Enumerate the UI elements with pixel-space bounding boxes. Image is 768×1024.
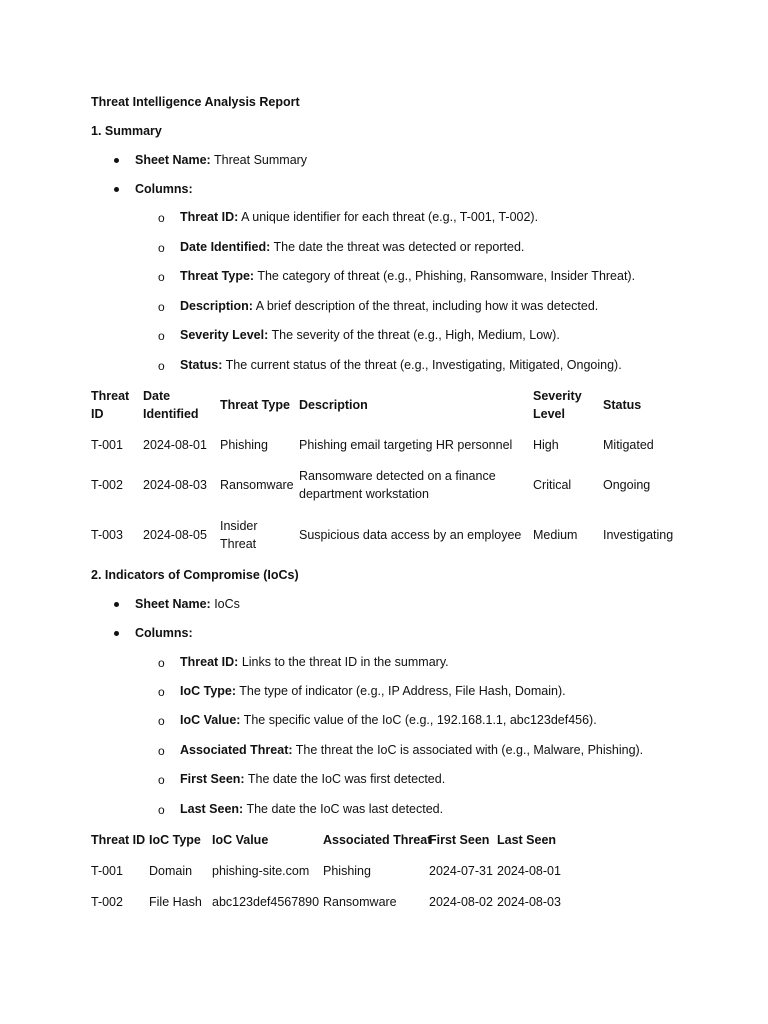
circle-bullet-icon: o xyxy=(158,329,165,343)
column-description: IoC Value: The specific value of the IoC (e.g., 192.168.1.1, abc123def456). xyxy=(180,713,597,727)
table-cell: Ransomware xyxy=(220,478,294,492)
table-cell: Investigating xyxy=(603,528,674,542)
table-cell: Phishing xyxy=(323,864,371,878)
column-description: Threat ID: A unique identifier for each threat (e.g., T-001, T-002). xyxy=(180,210,539,224)
circle-bullet-icon: o xyxy=(158,270,165,284)
table-cell: 2024-08-03 xyxy=(497,895,561,909)
table-header: Date Identified xyxy=(143,389,199,422)
section-2-heading: 2. Indicators of Compromise (IoCs) xyxy=(91,568,299,582)
sheet-name-item: Sheet Name: IoCs xyxy=(135,597,240,611)
table-header: Associated Threat xyxy=(323,833,432,847)
table-cell: Domain xyxy=(149,864,193,878)
column-description: Last Seen: The date the IoC was last detected. xyxy=(180,802,444,816)
table-cell: phishing-site.com xyxy=(212,864,310,878)
table-cell: T-001 xyxy=(91,438,123,452)
table-cell: 2024-08-03 xyxy=(143,478,207,492)
document-title: Threat Intelligence Analysis Report xyxy=(91,95,300,109)
bullet-dot-icon xyxy=(114,602,119,607)
table-cell: 2024-08-02 xyxy=(429,895,493,909)
circle-bullet-icon: o xyxy=(158,744,165,758)
column-description: Status: The current status of the threat (e.g., Investigating, Mitigated, Ongoing). xyxy=(180,358,622,372)
table-header: IoC Value xyxy=(212,833,269,847)
table-cell: abc123def4567890 xyxy=(212,895,320,909)
column-description: Date Identified: The date the threat was detected or reported. xyxy=(180,240,525,254)
bullet-dot-icon xyxy=(114,187,119,192)
bullet-dot-icon xyxy=(114,158,119,163)
table-cell: 2024-08-05 xyxy=(143,528,207,542)
table-cell: Ongoing xyxy=(603,478,651,492)
table-header: Threat Type xyxy=(220,398,290,412)
column-description: Threat Type: The category of threat (e.g., Phishing, Ransomware, Insider Threat). xyxy=(180,269,636,283)
table-cell: 2024-07-31 xyxy=(429,864,493,878)
table-cell: Suspicious data access by an employee xyxy=(299,528,522,542)
table-cell: Critical xyxy=(533,478,572,492)
column-description: Description: A brief description of the threat, including how it was detected. xyxy=(180,299,599,313)
section-1-heading: 1. Summary xyxy=(91,124,162,138)
table-header: Threat ID xyxy=(91,389,130,422)
table-cell: 2024-08-01 xyxy=(143,438,207,452)
table-cell: Phishing xyxy=(220,438,268,452)
circle-bullet-icon: o xyxy=(158,773,165,787)
table-cell: T-002 xyxy=(91,895,123,909)
table-cell: 2024-08-01 xyxy=(497,864,561,878)
circle-bullet-icon: o xyxy=(158,359,165,373)
table-header: Status xyxy=(603,398,642,412)
table-cell: File Hash xyxy=(149,895,202,909)
circle-bullet-icon: o xyxy=(158,300,165,314)
columns-item: Columns: xyxy=(135,626,193,640)
column-description: Associated Threat: The threat the IoC is associated with (e.g., Malware, Phishing). xyxy=(180,743,644,757)
circle-bullet-icon: o xyxy=(158,656,165,670)
bullet-dot-icon xyxy=(114,631,119,636)
circle-bullet-icon: o xyxy=(158,803,165,817)
circle-bullet-icon: o xyxy=(158,211,165,225)
circle-bullet-icon: o xyxy=(158,685,165,699)
table-header: Last Seen xyxy=(497,833,557,847)
sheet-name-item: Sheet Name: Threat Summary xyxy=(135,153,308,167)
table-header: Threat ID xyxy=(91,833,146,847)
table-cell: High xyxy=(533,438,559,452)
table-cell: T-001 xyxy=(91,864,123,878)
table-header: First Seen xyxy=(429,833,490,847)
table-cell: Mitigated xyxy=(603,438,654,452)
table-cell: Medium xyxy=(533,528,578,542)
table-cell: Phishing email targeting HR personnel xyxy=(299,438,513,452)
columns-item: Columns: xyxy=(135,182,193,196)
column-description: Threat ID: Links to the threat ID in the summary. xyxy=(180,655,449,669)
table-cell: T-002 xyxy=(91,478,123,492)
column-description: First Seen: The date the IoC was first detected. xyxy=(180,772,446,786)
table-cell: Insider Threat xyxy=(220,519,258,552)
table-cell: Ransomware detected on a finance department workstation xyxy=(299,469,496,502)
table-header: Description xyxy=(299,398,368,412)
table-cell: Ransomware xyxy=(323,895,397,909)
table-header: IoC Type xyxy=(149,833,201,847)
circle-bullet-icon: o xyxy=(158,241,165,255)
column-description: IoC Type: The type of indicator (e.g., IP Address, File Hash, Domain). xyxy=(180,684,566,698)
table-header: Severity Level xyxy=(533,389,582,422)
circle-bullet-icon: o xyxy=(158,714,165,728)
table-cell: T-003 xyxy=(91,528,123,542)
column-description: Severity Level: The severity of the threat (e.g., High, Medium, Low). xyxy=(180,328,560,342)
